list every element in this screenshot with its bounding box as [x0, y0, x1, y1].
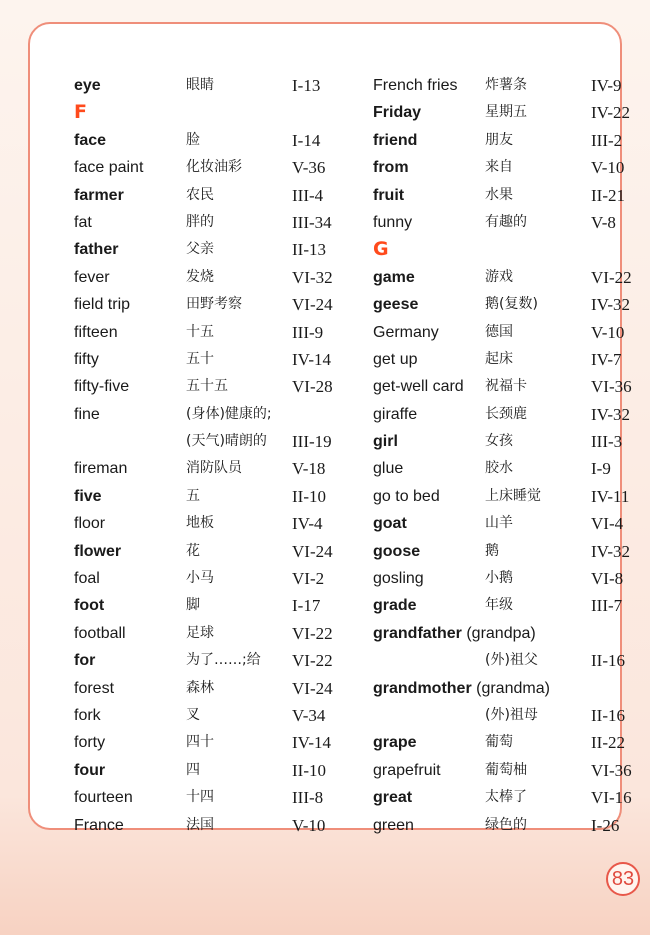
chinese-meaning: 叉: [186, 706, 200, 723]
english-word-text: four: [74, 761, 106, 779]
glossary-entry: [373, 483, 650, 510]
english-word: [74, 729, 105, 756]
english-word: [74, 127, 106, 154]
chinese-meaning: (天气)晴朗的: [186, 433, 267, 450]
chinese-meaning: 山羊: [485, 515, 513, 532]
glossary-entry: [373, 455, 650, 482]
chinese-meaning: 父亲: [186, 241, 214, 258]
unit-reference: IV-32: [591, 404, 631, 424]
chinese-meaning: (身体)健康的;: [186, 405, 272, 422]
glossary-entry: [74, 209, 359, 236]
chinese-meaning: 游戏: [485, 268, 513, 285]
english-word: [74, 675, 114, 702]
glossary-entry: [373, 784, 650, 811]
english-word: [373, 620, 536, 647]
glossary-entry: [74, 538, 359, 565]
glossary-entry: [74, 757, 359, 784]
chinese-meaning: 上床睡觉: [485, 487, 541, 504]
english-word-text: farmer: [74, 186, 124, 204]
glossary-entry: [373, 182, 650, 209]
english-word: [74, 538, 121, 565]
unit-reference: IV-7: [591, 349, 622, 369]
unit-reference: IV-4: [292, 514, 323, 534]
chinese-meaning: 为了……;给: [186, 652, 261, 669]
english-word-text: football: [74, 624, 126, 642]
english-word: [74, 620, 126, 647]
glossary-entry: [74, 236, 359, 263]
english-word: [74, 510, 105, 537]
glossary-entry: [74, 675, 359, 702]
english-word-text: fourteen: [74, 789, 133, 807]
unit-reference: II-10: [292, 760, 326, 780]
english-word-text: fruit: [373, 186, 405, 204]
glossary-entry: [74, 702, 359, 729]
section-letter-row: [74, 99, 359, 126]
glossary-entry: [373, 729, 650, 756]
chinese-meaning: (外)祖父: [485, 652, 538, 669]
unit-reference: IV-22: [591, 103, 631, 123]
chinese-meaning: 发烧: [186, 268, 214, 285]
english-word: [74, 346, 99, 373]
glossary-entry: [373, 319, 650, 346]
english-word: [74, 72, 101, 99]
english-word-text: get-well card: [373, 378, 464, 396]
section-letter: G: [373, 238, 389, 261]
english-word-text: great: [373, 789, 413, 807]
english-word-text: French fries: [373, 77, 458, 94]
english-word: [74, 236, 118, 263]
unit-reference: IV-32: [591, 295, 631, 315]
unit-reference: VI-36: [591, 760, 632, 780]
page-number: 83: [606, 862, 640, 896]
english-word: [74, 592, 104, 619]
english-word: [373, 182, 404, 209]
unit-reference: V-36: [292, 158, 326, 178]
english-word: [74, 812, 124, 839]
glossary-entry: [74, 784, 359, 811]
english-word-text: face: [74, 131, 107, 149]
glossary-entry: [373, 428, 650, 455]
chinese-meaning: 葡萄柚: [485, 761, 527, 778]
english-word: [373, 675, 550, 702]
unit-reference: IV-9: [591, 76, 622, 95]
english-word: [373, 99, 421, 126]
chinese-meaning: 脸: [186, 131, 200, 148]
chinese-meaning: 四: [186, 761, 200, 778]
glossary-frame: [28, 22, 632, 835]
english-word: [373, 428, 398, 455]
english-word-text: go to bed: [373, 487, 440, 505]
chinese-meaning: 鹅(复数): [485, 296, 538, 313]
english-word-text: fine: [74, 405, 100, 423]
english-word: [373, 127, 417, 154]
chinese-meaning: 胖的: [186, 213, 214, 230]
glossary-entry: [74, 510, 359, 537]
unit-reference: VI-16: [591, 788, 632, 808]
glossary-entry: [373, 291, 650, 318]
chinese-meaning: 小鹅: [485, 570, 513, 587]
english-word-text: fork: [74, 706, 101, 724]
chinese-meaning: 五: [186, 487, 200, 504]
english-word: [373, 565, 424, 592]
unit-reference: VI-22: [591, 267, 632, 287]
english-word: [74, 647, 95, 674]
english-word-text: game: [373, 268, 415, 286]
english-word: [74, 182, 124, 209]
chinese-meaning: (外)祖母: [485, 706, 538, 723]
glossary-entry: [373, 72, 650, 99]
english-word: [373, 812, 414, 839]
chinese-meaning: 胶水: [485, 460, 513, 477]
unit-reference: VI-24: [292, 678, 333, 698]
chinese-meaning: 消防队员: [186, 460, 242, 477]
english-word-text: Friday: [373, 104, 422, 122]
english-word-text: father: [74, 241, 119, 259]
english-word-variant: (grandma): [471, 679, 550, 697]
english-word-text: Germany: [373, 323, 439, 341]
section-letter-row: [373, 236, 650, 263]
english-word-text: goose: [373, 542, 421, 560]
english-word-text: grade: [373, 597, 417, 615]
english-word: [74, 291, 130, 318]
glossary-entry: [373, 154, 650, 181]
chinese-meaning: 水果: [485, 186, 513, 203]
glossary-entry: [74, 428, 359, 455]
english-word-text: forest: [74, 679, 115, 697]
glossary-entry: [373, 510, 650, 537]
english-word-text: for: [74, 652, 96, 670]
chinese-meaning: 化妆油彩: [186, 159, 242, 176]
english-word: [74, 483, 102, 510]
unit-reference: II-21: [591, 185, 625, 205]
chinese-meaning: 炸薯条: [485, 77, 527, 93]
unit-reference: VI-32: [292, 267, 333, 287]
glossary-entry: [373, 592, 650, 619]
glossary-entry: [74, 592, 359, 619]
chinese-meaning: 五十五: [186, 378, 228, 395]
english-word: [373, 209, 412, 236]
english-word-text: fifty-five: [74, 378, 130, 396]
english-word: [373, 264, 415, 291]
english-word: [373, 729, 417, 756]
english-word: [74, 319, 118, 346]
english-word: [373, 455, 403, 482]
english-word: [373, 401, 417, 428]
english-word-text: friend: [373, 131, 418, 149]
glossary-entry: [373, 757, 650, 784]
unit-reference: I-13: [292, 76, 321, 95]
glossary-entry: [74, 346, 359, 373]
glossary-entry: [373, 264, 650, 291]
glossary-entry: [373, 647, 650, 674]
english-word: [373, 483, 440, 510]
unit-reference: VI-36: [591, 377, 632, 397]
glossary-entry: [74, 182, 359, 209]
glossary-entry: [74, 72, 359, 99]
unit-reference: III-19: [292, 432, 332, 452]
glossary-entry: [74, 483, 359, 510]
glossary-entry: [373, 401, 650, 428]
glossary-entry: [74, 291, 359, 318]
english-word: [74, 757, 105, 784]
english-word: [373, 72, 457, 99]
unit-reference: IV-32: [591, 541, 631, 561]
unit-reference: III-2: [591, 130, 623, 150]
unit-reference: III-7: [591, 596, 623, 616]
unit-reference: II-16: [591, 651, 625, 671]
unit-reference: VI-8: [591, 569, 624, 589]
unit-reference: V-10: [591, 322, 625, 342]
english-word-text: forty: [74, 734, 106, 752]
chinese-meaning: 眼睛: [186, 77, 214, 93]
unit-reference: VI-28: [292, 377, 333, 397]
glossary-entry: [373, 538, 650, 565]
unit-reference: VI-24: [292, 295, 333, 315]
english-word-text: grandmother: [373, 679, 472, 697]
chinese-meaning: 起床: [485, 350, 513, 367]
unit-reference: III-4: [292, 185, 324, 205]
chinese-meaning: 太棒了: [485, 789, 527, 806]
glossary-entry: [74, 401, 359, 428]
english-word: [373, 319, 439, 346]
english-word: [373, 757, 441, 784]
glossary-entry: [373, 620, 650, 647]
chinese-meaning: 四十: [186, 734, 214, 751]
chinese-meaning: 朋友: [485, 131, 513, 148]
english-word-text: fifteen: [74, 323, 118, 341]
left-column: [74, 72, 359, 839]
glossary-entry: [373, 209, 650, 236]
unit-reference: III-8: [292, 788, 324, 808]
unit-reference: V-8: [591, 212, 616, 232]
unit-reference: II-16: [591, 705, 625, 725]
english-word-text: grape: [373, 734, 417, 752]
unit-reference: I-17: [292, 596, 321, 616]
chinese-meaning: 森林: [186, 679, 214, 696]
english-word-text: fat: [74, 213, 92, 231]
english-word: [74, 264, 110, 291]
english-word-variant: (grandpa): [461, 624, 536, 642]
chinese-meaning: 农民: [186, 186, 214, 203]
chinese-meaning: 十五: [186, 323, 214, 340]
glossary-entry: [74, 729, 359, 756]
english-word-text: gosling: [373, 570, 424, 588]
chinese-meaning: 法国: [186, 816, 214, 833]
unit-reference: III-34: [292, 212, 332, 232]
english-word: [373, 291, 418, 318]
english-word-text: green: [373, 816, 414, 834]
english-word: [74, 702, 101, 729]
english-word: [373, 592, 417, 619]
section-letter: F: [74, 101, 87, 124]
english-word-text: foot: [74, 597, 105, 615]
unit-reference: IV-14: [292, 349, 332, 369]
glossary-entry: [74, 127, 359, 154]
english-word-text: get up: [373, 350, 418, 368]
glossary-entry: [74, 154, 359, 181]
english-word-text: field trip: [74, 296, 131, 314]
english-word-text: fireman: [74, 460, 128, 478]
english-word: [373, 346, 417, 373]
glossary-entry: [74, 264, 359, 291]
glossary-entry: [74, 647, 359, 674]
english-word: [74, 209, 92, 236]
unit-reference: II-13: [292, 240, 326, 260]
english-word-text: funny: [373, 213, 413, 231]
chinese-meaning: 脚: [186, 597, 200, 614]
unit-reference: I-9: [591, 459, 611, 479]
english-word-text: France: [74, 816, 124, 834]
chinese-meaning: 绿色的: [485, 816, 527, 833]
english-word-text: floor: [74, 515, 106, 533]
unit-reference: VI-2: [292, 569, 325, 589]
english-word-text: grapefruit: [373, 761, 441, 779]
english-word-text: foal: [74, 570, 100, 588]
unit-reference: I-14: [292, 130, 321, 150]
english-word: [74, 154, 143, 181]
glossary-entry: [74, 812, 359, 839]
unit-reference: V-10: [292, 815, 326, 835]
chinese-meaning: 足球: [186, 624, 214, 641]
chinese-meaning: 星期五: [485, 104, 527, 121]
chinese-meaning: 德国: [485, 323, 513, 340]
english-word-text: girl: [373, 433, 398, 451]
english-word: [373, 373, 464, 400]
unit-reference: III-3: [591, 432, 623, 452]
unit-reference: I-26: [591, 815, 620, 835]
chinese-meaning: 有趣的: [485, 213, 527, 230]
english-word-text: glue: [373, 460, 404, 478]
unit-reference: VI-22: [292, 623, 333, 643]
unit-reference: VI-4: [591, 514, 624, 534]
unit-reference: V-34: [292, 705, 326, 725]
chinese-meaning: 年级: [485, 597, 513, 614]
english-word-text: five: [74, 487, 102, 505]
english-word-text: fever: [74, 268, 110, 286]
english-word-text: eye: [74, 77, 101, 94]
chinese-meaning: 葡萄: [485, 734, 513, 751]
english-word: [74, 401, 100, 428]
unit-reference: V-18: [292, 459, 326, 479]
english-word: [74, 455, 127, 482]
english-word: [74, 373, 129, 400]
glossary-entry: [74, 620, 359, 647]
english-word-text: flower: [74, 542, 122, 560]
unit-reference: IV-11: [591, 486, 630, 506]
unit-reference: IV-14: [292, 733, 332, 753]
unit-reference: VI-22: [292, 651, 333, 671]
english-word: [373, 784, 412, 811]
english-word: [373, 510, 407, 537]
glossary-entry: [373, 812, 650, 839]
english-word-text: goat: [373, 515, 407, 533]
chinese-meaning: 小马: [186, 570, 214, 587]
unit-reference: III-9: [292, 322, 324, 342]
chinese-meaning: 五十: [186, 350, 214, 367]
chinese-meaning: 鹅: [485, 542, 499, 559]
english-word-text: geese: [373, 296, 419, 314]
glossary-entry: [373, 99, 650, 126]
unit-reference: II-22: [591, 733, 625, 753]
english-word: [373, 538, 420, 565]
glossary-entry: [373, 675, 650, 702]
chinese-meaning: 长颈鹿: [485, 405, 527, 422]
glossary-entry: [373, 565, 650, 592]
english-word: [74, 565, 100, 592]
english-word-text: face paint: [74, 159, 144, 177]
glossary-entry: [373, 373, 650, 400]
english-word: [74, 784, 133, 811]
english-word: [373, 154, 409, 181]
glossary-entry: [373, 346, 650, 373]
glossary-entry: [373, 127, 650, 154]
english-word-text: giraffe: [373, 405, 418, 423]
english-word-text: from: [373, 159, 409, 177]
chinese-meaning: 田野考察: [186, 296, 242, 313]
chinese-meaning: 祝福卡: [485, 378, 527, 395]
unit-reference: VI-24: [292, 541, 333, 561]
right-column: [373, 72, 650, 839]
chinese-meaning: 地板: [186, 515, 214, 532]
chinese-meaning: 花: [186, 542, 200, 559]
english-word-text: grandfather: [373, 624, 462, 642]
chinese-meaning: 十四: [186, 789, 214, 806]
glossary-entry: [74, 455, 359, 482]
glossary-entry: [74, 373, 359, 400]
chinese-meaning: 女孩: [485, 433, 513, 450]
glossary-entry: [74, 319, 359, 346]
chinese-meaning: 来自: [485, 159, 513, 176]
unit-reference: II-10: [292, 486, 326, 506]
glossary-entry: [373, 702, 650, 729]
glossary-entry: [74, 565, 359, 592]
unit-reference: V-10: [591, 158, 625, 178]
english-word-text: fifty: [74, 350, 99, 368]
